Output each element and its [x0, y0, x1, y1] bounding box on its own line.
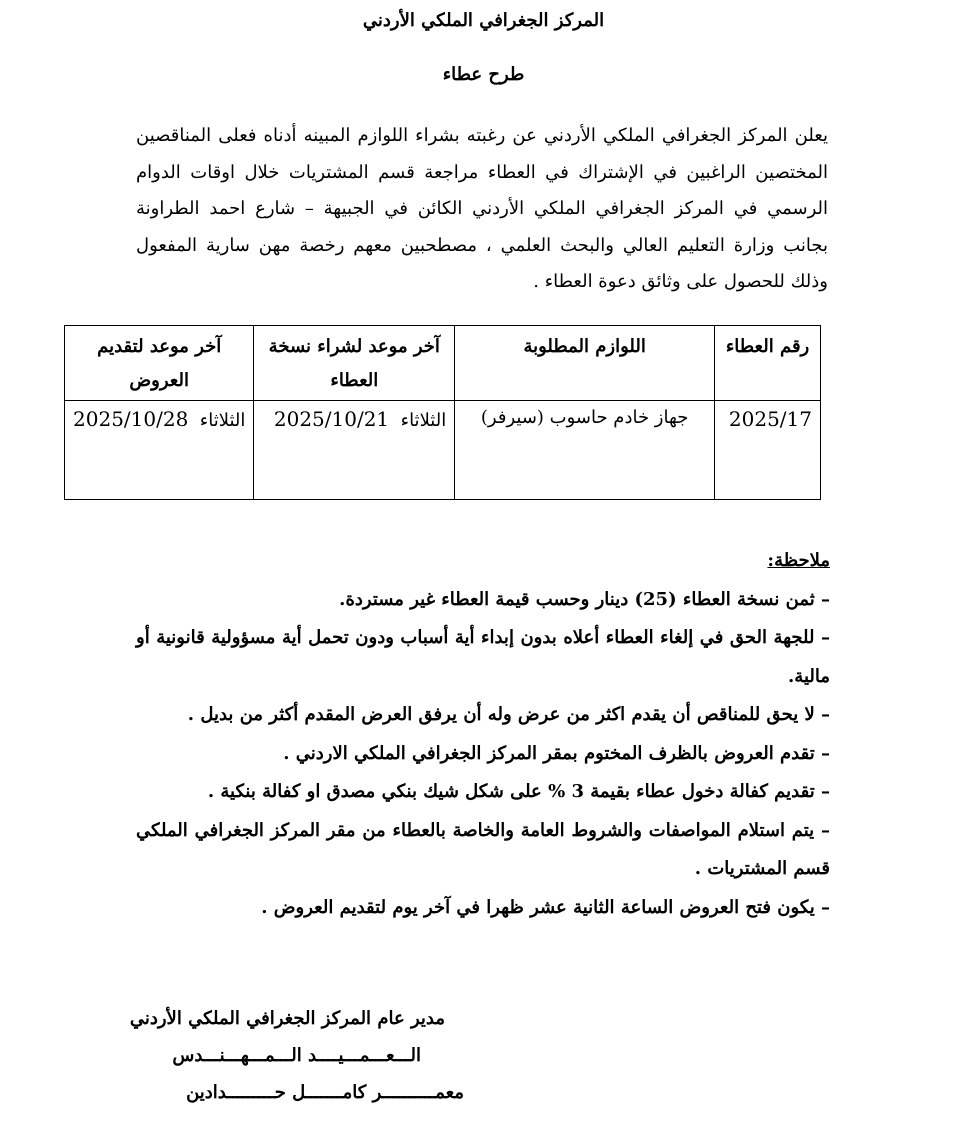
submission-date: 2025/10/28 [73, 407, 189, 431]
purchase-date: 2025/10/21 [273, 407, 390, 431]
cell-tender-number [715, 401, 821, 500]
note-item: – لا يحق للمناقص أن يقدم اكثر من عرض وله أن يرفق العرض المقدم أكثر من بديل . [187, 704, 830, 725]
signature-rank: الـــعـــمـــيــــد الـــمـــهـــنـــدس [172, 1045, 421, 1066]
note-item: – يكون فتح العروض الساعة الثانية عشر ظهرا في آخر يوم لتقديم العروض . [261, 896, 830, 918]
header-tender-number: رقم العطاء [715, 326, 821, 401]
table-row [65, 401, 821, 500]
tender-number-value: 2025/17 [728, 407, 812, 431]
purchase-day: الثلاثاء [400, 410, 447, 431]
tender-table [64, 325, 821, 500]
note-item: – ثمن نسخة العطاء (25) دينار وحسب قيمة العطاء غير مستردة. [339, 588, 830, 610]
item-value: جهاز خادم حاسوب (سيرفر) [480, 407, 689, 428]
note-item: – تقديم كفالة دخول عطاء بقيمة 3 % على شكل شيك بنكي مصدق او كفالة بنكية . [207, 781, 830, 802]
intro-paragraph: يعلن المركز الجغرافي الملكي الأردني عن رغبته بشراء اللوازم المبينه أدناه فعلى المناقصين المختصين الراغبين في الإشتراك في العطاء مراجعة قسم المشتريات خلال اوقات الدوام الرسمي في المركز الجغرافي الملكي الأردني الكائن في الجبيهة – شارع احمد الطراونة بجانب وزارة التعليم العالي والبحث العلمي ، مصطحبين معهم رخصة مهن سارية المفعول وذلك للحصول على وثائق دعوة العطاء . [136, 125, 828, 292]
page-subtitle: طرح عطاء [442, 64, 525, 85]
signature-name: معمــــــــــر كامـــــــل حـــــــــدادين [186, 1082, 464, 1103]
header-items-required: اللوازم المطلوبة [455, 326, 715, 401]
page-title: المركز الجغرافي الملكي الأردني [362, 10, 605, 31]
cell-purchase-deadline [254, 401, 455, 500]
notes-section [136, 542, 830, 927]
notes-heading: ملاحظة: [767, 550, 830, 571]
cell-item [455, 401, 715, 500]
note-item: – يتم استلام المواصفات والشروط العامة والخاصة بالعطاء من مقر المركز الجغرافي الملكي قسم المشتريات . [136, 819, 830, 879]
header-submission-deadline: آخر موعد لتقديم العروض [65, 326, 254, 401]
table-header-row [65, 326, 821, 401]
note-item: – تقدم العروض بالظرف المختوم بمقر المركز الجغرافي الملكي الاردني . [283, 742, 830, 764]
header-purchase-deadline: آخر موعد لشراء نسخة العطاء [254, 326, 455, 401]
signature-position: مدير عام المركز الجغرافي الملكي الأردني [129, 1008, 445, 1029]
submission-day: الثلاثاء [199, 410, 246, 431]
cell-submission-deadline [65, 401, 254, 500]
note-item: – للجهة الحق في إلغاء العطاء أعلاه بدون إبداء أية أسباب ودون تحمل أية مسؤولية قانونية أو مالية. [136, 627, 830, 687]
